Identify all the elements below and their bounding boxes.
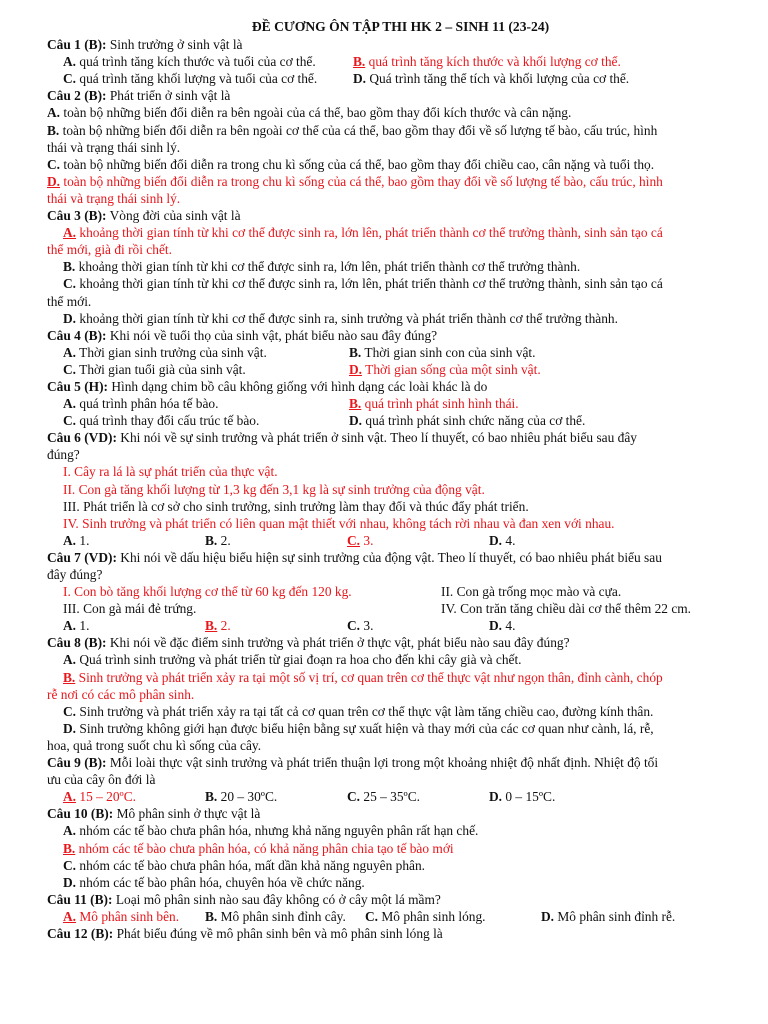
q1-option-b-correct: B. quá trình tăng kích thước và khối lượng cơ thể. <box>353 54 621 70</box>
q6-stem-cont: đúng? <box>47 447 80 463</box>
q7-option-a: A. 1. <box>63 618 90 634</box>
q10-option-d: D. nhóm các tế bào phân hóa, chuyên hóa về chức năng. <box>63 874 365 890</box>
q6-statement-i: I. Cây ra lá là sự phát triển của thực vật. <box>63 464 278 480</box>
q7-statements-row-1 <box>47 583 754 600</box>
q9-option-d: D. 0 – 15ºC. <box>489 789 556 805</box>
q9-option-a-correct: A. 15 – 20ºC. <box>63 789 136 805</box>
q7-statement-iii: III. Con gà mái đẻ trứng. <box>63 601 197 617</box>
question-5: Câu 5 (H): Hình dạng chim bồ câu không giống với hình dạng các loài khác là do <box>47 378 488 394</box>
question-8: Câu 8 (B): Khi nói về đặc điểm sinh trưởng và phát triển ở thực vật, phát biểu nào sau đây đúng? <box>47 635 570 651</box>
q4-option-c: C. Thời gian tuổi già của sinh vật. <box>63 361 246 377</box>
q7-statement-iv: IV. Con trăn tăng chiều dài cơ thể thêm 22 cm. <box>441 601 692 617</box>
q6-option-d: D. 4. <box>489 532 516 548</box>
q7-statement-ii: II. Con gà trống mọc mào và cựa. <box>441 584 622 600</box>
question-10: Câu 10 (B): Mô phân sinh ở thực vật là <box>47 806 261 822</box>
q1-option-c: C. quá trình tăng khối lượng và tuổi của cơ thể. <box>63 71 318 87</box>
q4-options-row-1 <box>47 344 754 361</box>
q10-option-a: A. nhóm các tế bào chưa phân hóa, nhưng khả năng nguyên phân rất hạn chế. <box>63 823 479 839</box>
question-stem: Sinh trưởng ở sinh vật là <box>106 37 243 53</box>
question-12: Câu 12 (B): Phát biểu đúng về mô phân sinh bên và mô phân sinh lóng là <box>47 925 443 941</box>
q6-option-a: A. 1. <box>63 532 90 548</box>
q10-option-b-correct: B. nhóm các tế bào chưa phân hóa, có khả năng phân chia tạo tế bào mới <box>63 840 454 856</box>
q8-option-b-correct: B. Sinh trưởng và phát triển xảy ra tại một số vị trí, cơ quan trên cơ thể thực vật như ngọn thân, đỉnh cành, chóp <box>63 669 663 685</box>
q7-stem-cont: đây đúng? <box>47 567 103 582</box>
q4-option-d-correct: D. Thời gian sống của một sinh vật. <box>349 361 541 377</box>
q3-option-d: D. khoảng thời gian tính từ khi cơ thể được sinh ra, sinh trưởng và phát triển thành cơ thể trưởng thành. <box>63 310 618 326</box>
q2-option-d-cont: thái và trạng thái sinh lý. <box>47 190 181 206</box>
q2-option-d-correct: D. toàn bộ những biến đổi diễn ra trong chu kì sống của cá thể, bao gồm thay đổi về số lượng tế bào, cấu trúc, hình <box>47 173 663 189</box>
q5-option-c: C. quá trình thay đổi cấu trúc tế bào. <box>63 413 260 429</box>
q6-option-c-correct: C. 3. <box>347 532 374 548</box>
q8-option-b-cont: rễ nơi có các mô phân sinh. <box>47 686 195 702</box>
q5-option-b-correct: B. quá trình phát sinh hình thái. <box>349 396 519 412</box>
q6-statement-iii: III. Phát triển là cơ sở cho sinh trưởng, sinh trưởng làm thay đổi và thúc đẩy phát triển. <box>63 498 529 514</box>
question-3: Câu 3 (B): Vòng đời của sinh vật là <box>47 208 241 224</box>
q2-option-c: C. toàn bộ những biến đổi diễn ra trong chu kì sống của cá thể, bao gồm thay đổi chiều cao, cân nặng và tuổi thọ. <box>47 156 655 172</box>
q4-option-a: A. Thời gian sinh trưởng của sinh vật. <box>63 344 267 360</box>
q8-option-a: A. Quá trình sinh trưởng và phát triển từ giai đoạn ra hoa cho đến khi cây già và chết. <box>63 652 522 668</box>
q7-option-c: C. 3. <box>347 618 374 634</box>
q6-statement-iv: IV. Sinh trưởng và phát triển có liên quan mật thiết với nhau, không tách rời nhau và đan xen với nhau. <box>63 515 615 531</box>
q11-options-row <box>47 908 754 925</box>
question-9: Câu 9 (B): Mỗi loài thực vật sinh trưởng và phát triển thuận lợi trong một khoảng nhiệt độ nhất định. Nhiệt độ tối <box>47 755 659 771</box>
question-7: Câu 7 (VD): Khi nói về dấu hiệu biểu hiện sự sinh trưởng của động vật. Theo lí thuyết, có bao nhiêu phát biểu sau <box>47 549 662 565</box>
q6-option-b: B. 2. <box>205 532 231 548</box>
q9-option-c: C. 25 – 35ºC. <box>347 789 420 805</box>
q1-option-a: A. quá trình tăng kích thước và tuổi của cơ thể. <box>63 54 316 70</box>
q6-options-row <box>47 532 754 549</box>
q3-option-c: C. khoảng thời gian tính từ khi cơ thể được sinh ra, lớn lên, phát triển thành cơ thể trưởng thành, sinh sản tạo cá <box>63 276 663 292</box>
q9-stem-cont: ưu của cây ôn đới là <box>47 772 156 788</box>
q11-option-d: D. Mô phân sinh đỉnh rễ. <box>541 908 676 924</box>
q1-options-row-2 <box>47 70 754 87</box>
q2-option-b: B. toàn bộ những biến đổi diễn ra bên ngoài cơ thể của cá thể, bao gồm thay đổi về số lượng tế bào, cấu trúc, hình <box>47 122 658 138</box>
q5-options-row-1 <box>47 395 754 412</box>
q4-option-b: B. Thời gian sinh con của sinh vật. <box>349 344 536 360</box>
q3-option-a-cont: thể mới, già đi rồi chết. <box>47 242 172 258</box>
q7-options-row <box>47 617 754 634</box>
q1-option-d: D. Quá trình tăng thể tích và khối lượng của cơ thể. <box>353 71 630 87</box>
q3-option-c-cont: thể mới. <box>47 293 92 309</box>
q5-option-a: A. quá trình phân hóa tế bào. <box>63 396 219 412</box>
q11-option-b: B. Mô phân sinh đỉnh cây. <box>205 908 346 924</box>
page-title: ĐỀ CƯƠNG ÔN TẬP THI HK 2 – SINH 11 (23-24) <box>251 19 550 34</box>
q5-options-row-2 <box>47 412 754 429</box>
q8-option-d: D. Sinh trưởng không giới hạn được biểu hiện bằng sự xuất hiện và thay mới của các cơ quan như cành, lá, rễ, <box>63 720 654 736</box>
question-6: Câu 6 (VD): Khi nói về sự sinh trưởng và phát triển ở sinh vật. Theo lí thuyết, có bao nhiêu phát biểu sau đây <box>47 430 637 446</box>
q3-option-a-correct: A. khoảng thời gian tính từ khi cơ thể được sinh ra, lớn lên, phát triển thành cơ thể trưởng thành, sinh sản tạo cá <box>63 225 663 241</box>
q6-statement-ii: II. Con gà tăng khối lượng từ 1,3 kg đến 3,1 kg là sự sinh trưởng của động vật. <box>63 481 485 497</box>
q7-option-d: D. 4. <box>489 618 516 634</box>
q3-option-b: B. khoảng thời gian tính từ khi cơ thể được sinh ra, lớn lên, phát triển thành cơ thể trưởng thành. <box>63 259 581 275</box>
q8-option-d-cont: hoa, quả trong suốt chu kì sống của cây. <box>47 737 262 753</box>
q7-option-b-correct: B. 2. <box>205 618 231 634</box>
q2-option-a: A. toàn bộ những biến đổi diễn ra bên ngoài của cá thể, bao gồm thay đổi kích thước và cân nặng. <box>47 105 572 121</box>
question-4: Câu 4 (B): Khi nói về tuổi thọ của sinh vật, phát biểu nào sau đây đúng? <box>47 327 438 343</box>
question-number: Câu 1 (B): <box>47 37 107 53</box>
question-11: Câu 11 (B): Loại mô phân sinh nào sau đây không có ở cây một lá mầm? <box>47 891 441 907</box>
q9-options-row <box>47 788 754 805</box>
q7-statement-i: I. Con bò tăng khối lượng cơ thể từ 60 kg đến 120 kg. <box>63 584 352 600</box>
question-1 <box>47 36 754 53</box>
q2-option-b-cont: thái và trạng thái sinh lý. <box>47 139 181 155</box>
q11-option-c: C. Mô phân sinh lóng. <box>365 908 486 924</box>
q9-option-b: B. 20 – 30ºC. <box>205 789 278 805</box>
q1-options-row-1 <box>47 53 754 70</box>
q8-option-c: C. Sinh trưởng và phát triển xảy ra tại tất cả cơ quan trên cơ thể thực vật làm tăng chiều cao, đường kính thân. <box>63 703 654 719</box>
q11-option-a-correct: A. Mô phân sinh bên. <box>63 908 180 924</box>
q4-options-row-2 <box>47 361 754 378</box>
question-2: Câu 2 (B): Phát triển ở sinh vật là <box>47 88 231 104</box>
q7-statements-row-2 <box>47 600 754 617</box>
q10-option-c: C. nhóm các tế bào chưa phân hóa, mất dần khả năng nguyên phân. <box>63 857 426 873</box>
q5-option-d: D. quá trình phát sinh chức năng của cơ thể. <box>349 413 586 429</box>
